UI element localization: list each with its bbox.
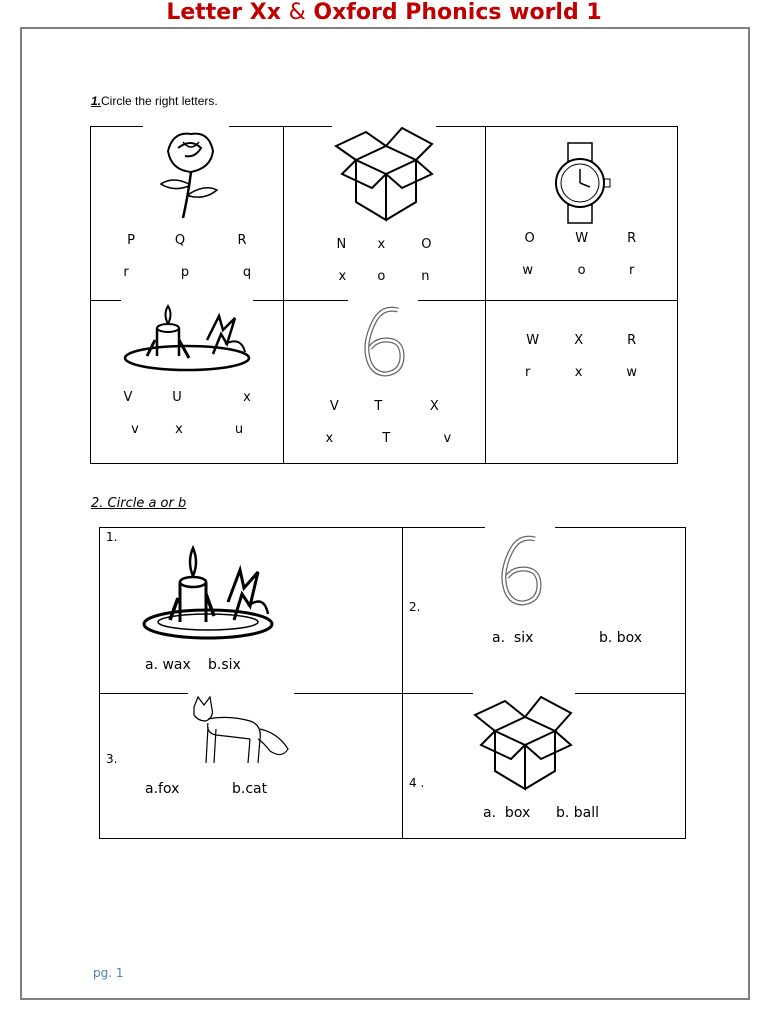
- letters-cell-wax: [91, 301, 284, 464]
- letter[interactable]: r: [628, 263, 635, 278]
- choice-table: [99, 527, 686, 839]
- box-icon: [473, 693, 575, 791]
- letter[interactable]: x: [243, 390, 251, 405]
- letter[interactable]: X: [574, 333, 584, 348]
- letter[interactable]: R: [627, 231, 637, 246]
- letter[interactable]: W: [526, 333, 540, 348]
- fox-icon: [188, 693, 294, 767]
- wax-icon: [121, 300, 253, 378]
- letter[interactable]: P: [127, 233, 135, 248]
- wax-icon: [140, 542, 276, 642]
- choice-item-3: [100, 694, 403, 839]
- letter[interactable]: x: [377, 237, 386, 252]
- letter[interactable]: O: [524, 231, 535, 246]
- letter[interactable]: x: [574, 365, 583, 380]
- option-b[interactable]: b. ball: [556, 805, 600, 821]
- letter[interactable]: w: [626, 365, 637, 380]
- option-a[interactable]: a. six: [492, 630, 534, 646]
- option-a[interactable]: a.fox: [145, 781, 180, 797]
- item-number: 1.: [106, 530, 118, 544]
- letter[interactable]: u: [234, 422, 244, 437]
- six-icon: [485, 527, 555, 611]
- title-letter: Letter Xx: [166, 0, 281, 25]
- letter[interactable]: q: [242, 265, 252, 280]
- letters-cell-rose: [91, 127, 284, 301]
- letter[interactable]: w: [522, 263, 533, 278]
- letter[interactable]: v: [443, 431, 452, 446]
- letter[interactable]: p: [180, 265, 190, 280]
- choice-item-4: [403, 694, 686, 839]
- item-number: 4 .: [409, 776, 425, 790]
- letter[interactable]: X: [429, 399, 439, 414]
- letter[interactable]: r: [524, 365, 531, 380]
- letter[interactable]: x: [338, 269, 347, 284]
- choice-item-2: [403, 528, 686, 694]
- rose-icon: [143, 126, 229, 220]
- letter[interactable]: V: [329, 399, 339, 414]
- letter[interactable]: O: [421, 237, 432, 252]
- watch-icon: [548, 141, 614, 225]
- section1-heading: [91, 94, 218, 108]
- letter[interactable]: v: [131, 422, 139, 437]
- option-a[interactable]: a. box: [483, 805, 531, 821]
- choice-item-1: [100, 528, 403, 694]
- section1-number: 1.: [91, 94, 102, 108]
- letter[interactable]: x: [325, 431, 334, 446]
- six-icon: [348, 300, 418, 382]
- option-b[interactable]: b. box: [599, 630, 643, 646]
- letter[interactable]: T: [374, 399, 383, 414]
- letter[interactable]: o: [377, 269, 386, 284]
- letter[interactable]: U: [172, 390, 182, 405]
- box-icon: [332, 126, 436, 222]
- letter[interactable]: r: [123, 265, 129, 280]
- letter[interactable]: x: [175, 422, 183, 437]
- letter[interactable]: V: [123, 390, 133, 405]
- letter[interactable]: n: [421, 269, 430, 284]
- letters-table: [90, 126, 678, 464]
- page-number: pg. 1: [93, 966, 124, 980]
- letters-cell-box: [284, 127, 485, 301]
- title-book: Oxford Phonics world 1: [313, 0, 602, 25]
- item-number: 2.: [409, 600, 421, 614]
- option-a[interactable]: a. wax: [145, 657, 191, 673]
- letter[interactable]: o: [577, 263, 586, 278]
- letters-cell-watch: [485, 127, 677, 301]
- letter[interactable]: Q: [174, 233, 186, 248]
- section1-instruction: Circle the right letters.: [101, 94, 218, 108]
- letter[interactable]: W: [575, 231, 589, 246]
- section2-heading: 2. Circle a or b: [91, 496, 187, 511]
- letter[interactable]: R: [627, 333, 637, 348]
- letter[interactable]: T: [382, 431, 391, 446]
- item-number: 3.: [106, 752, 118, 766]
- option-b[interactable]: b.cat: [232, 781, 268, 797]
- page-title: [0, 0, 768, 26]
- option-b[interactable]: b.six: [208, 657, 241, 673]
- letters-cell-no-picture: [485, 301, 677, 464]
- title-ampersand: &: [288, 0, 306, 25]
- letter[interactable]: R: [237, 233, 247, 248]
- letters-cell-six: [284, 301, 485, 464]
- letter[interactable]: N: [336, 237, 347, 252]
